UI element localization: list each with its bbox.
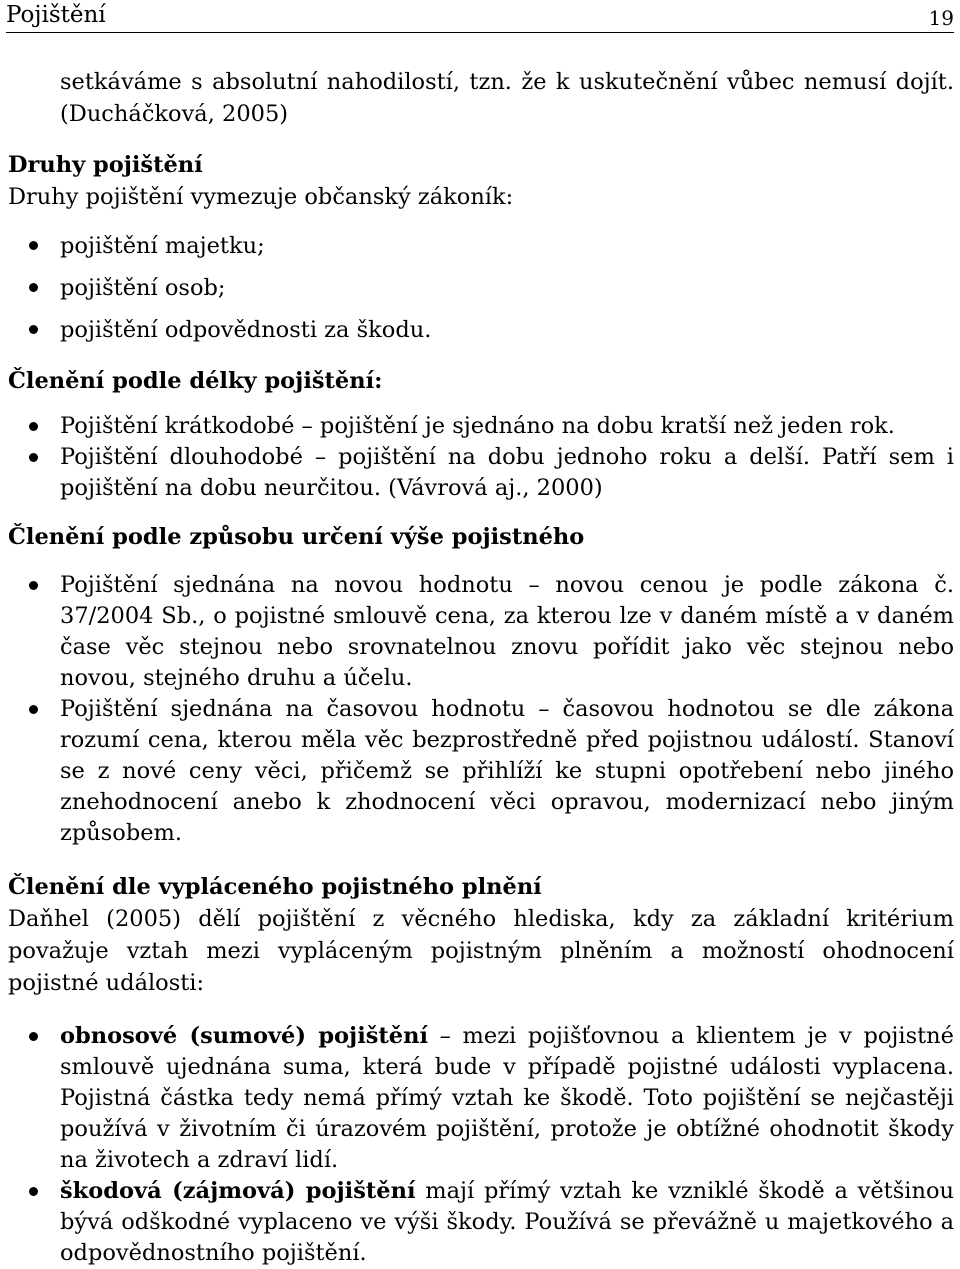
list-item: Pojištění krátkodobé – pojištění je sjednáno na dobu kratší než jeden rok.	[8, 411, 954, 442]
list-item: pojištění majetku;	[8, 225, 954, 267]
heading-zpusob: Členění podle způsobu určení výše pojistného	[8, 524, 585, 550]
druhy-list	[8, 225, 954, 351]
page-header	[6, 0, 954, 33]
bullet-icon	[29, 705, 38, 714]
zpusob-list	[8, 570, 954, 849]
list-item: škodová (zájmová) pojištění mají přímý vztah ke vzniklé škodě a většinou bývá odškodné vyplaceno ve výši škody. Používá se převážně u majetkového a odpovědnostního pojištění.	[8, 1176, 954, 1269]
heading-plneni: Členění dle vypláceného pojistného plnění	[8, 874, 542, 900]
list-item: Pojištění sjednána na novou hodnotu – novou cenou je podle zákona č. 37/2004 Sb., o pojistné smlouvě cena, za kterou lze v daném místě a v daném čase věc stejnou nebo srovnatelnou znovu pořídit jako věc stejnou nebo novou, stejného druhu a účelu.	[8, 570, 954, 694]
bullet-icon	[29, 1187, 38, 1196]
plneni-list	[8, 1021, 954, 1269]
bullet-icon	[29, 581, 38, 590]
bullet-icon	[29, 241, 38, 250]
heading-delka: Členění podle délky pojištění:	[8, 368, 383, 394]
page-number: 19	[928, 6, 954, 30]
list-item: pojištění osob;	[8, 267, 954, 309]
intro-paragraph: setkáváme s absolutní nahodilostí, tzn. že k uskutečnění vůbec nemusí dojít. (Ducháčková, 2005)	[60, 69, 954, 127]
plneni-lead: Daňhel (2005) dělí pojištění z věcného hlediska, kdy za základní kritérium považuje vztah mezi vypláceným pojistným plněním a možností ohodnocení pojistné události:	[8, 906, 954, 996]
list-item: obnosové (sumové) pojištění – mezi pojišťovnou a klientem je v pojistné smlouvě ujednána suma, která bude v případě pojistné události vyplacena. Pojistná částka tedy nemá přímý vztah ke škodě. Toto pojištění se nejčastěji používá v životním či úrazovém pojištění, protože je obtížné ohodnotit škody na životech a zdraví lidí.	[8, 1021, 954, 1176]
druhy-lead: Druhy pojištění vymezuje občanský zákoník:	[8, 184, 514, 210]
list-item: Pojištění sjednána na časovou hodnotu – časovou hodnotou se dle zákona rozumí cena, kterou měla věc bezprostředně před pojistnou událostí. Stanoví se z nové ceny věci, přičemž se přihlíží ke stupni opotřebení nebo jiného znehodnocení anebo k zhodnocení věci opravou, modernizací nebo jiným způsobem.	[8, 694, 954, 849]
bullet-icon	[29, 283, 38, 292]
heading-druhy: Druhy pojištění	[8, 152, 203, 178]
delka-list	[8, 411, 954, 504]
bullet-icon	[29, 422, 38, 431]
running-title: Pojištění	[6, 2, 106, 28]
bullet-icon	[29, 1032, 38, 1041]
term: škodová (zájmová) pojištění	[60, 1178, 416, 1204]
bullet-icon	[29, 325, 38, 334]
page-body	[8, 66, 954, 1269]
list-item: pojištění odpovědnosti za škodu.	[8, 309, 954, 351]
bullet-icon	[29, 453, 38, 462]
list-item: Pojištění dlouhodobé – pojištění na dobu jednoho roku a delší. Patří sem i pojištění na dobu neurčitou. (Vávrová aj., 2000)	[8, 442, 954, 504]
term: obnosové (sumové) pojištění	[60, 1023, 429, 1049]
